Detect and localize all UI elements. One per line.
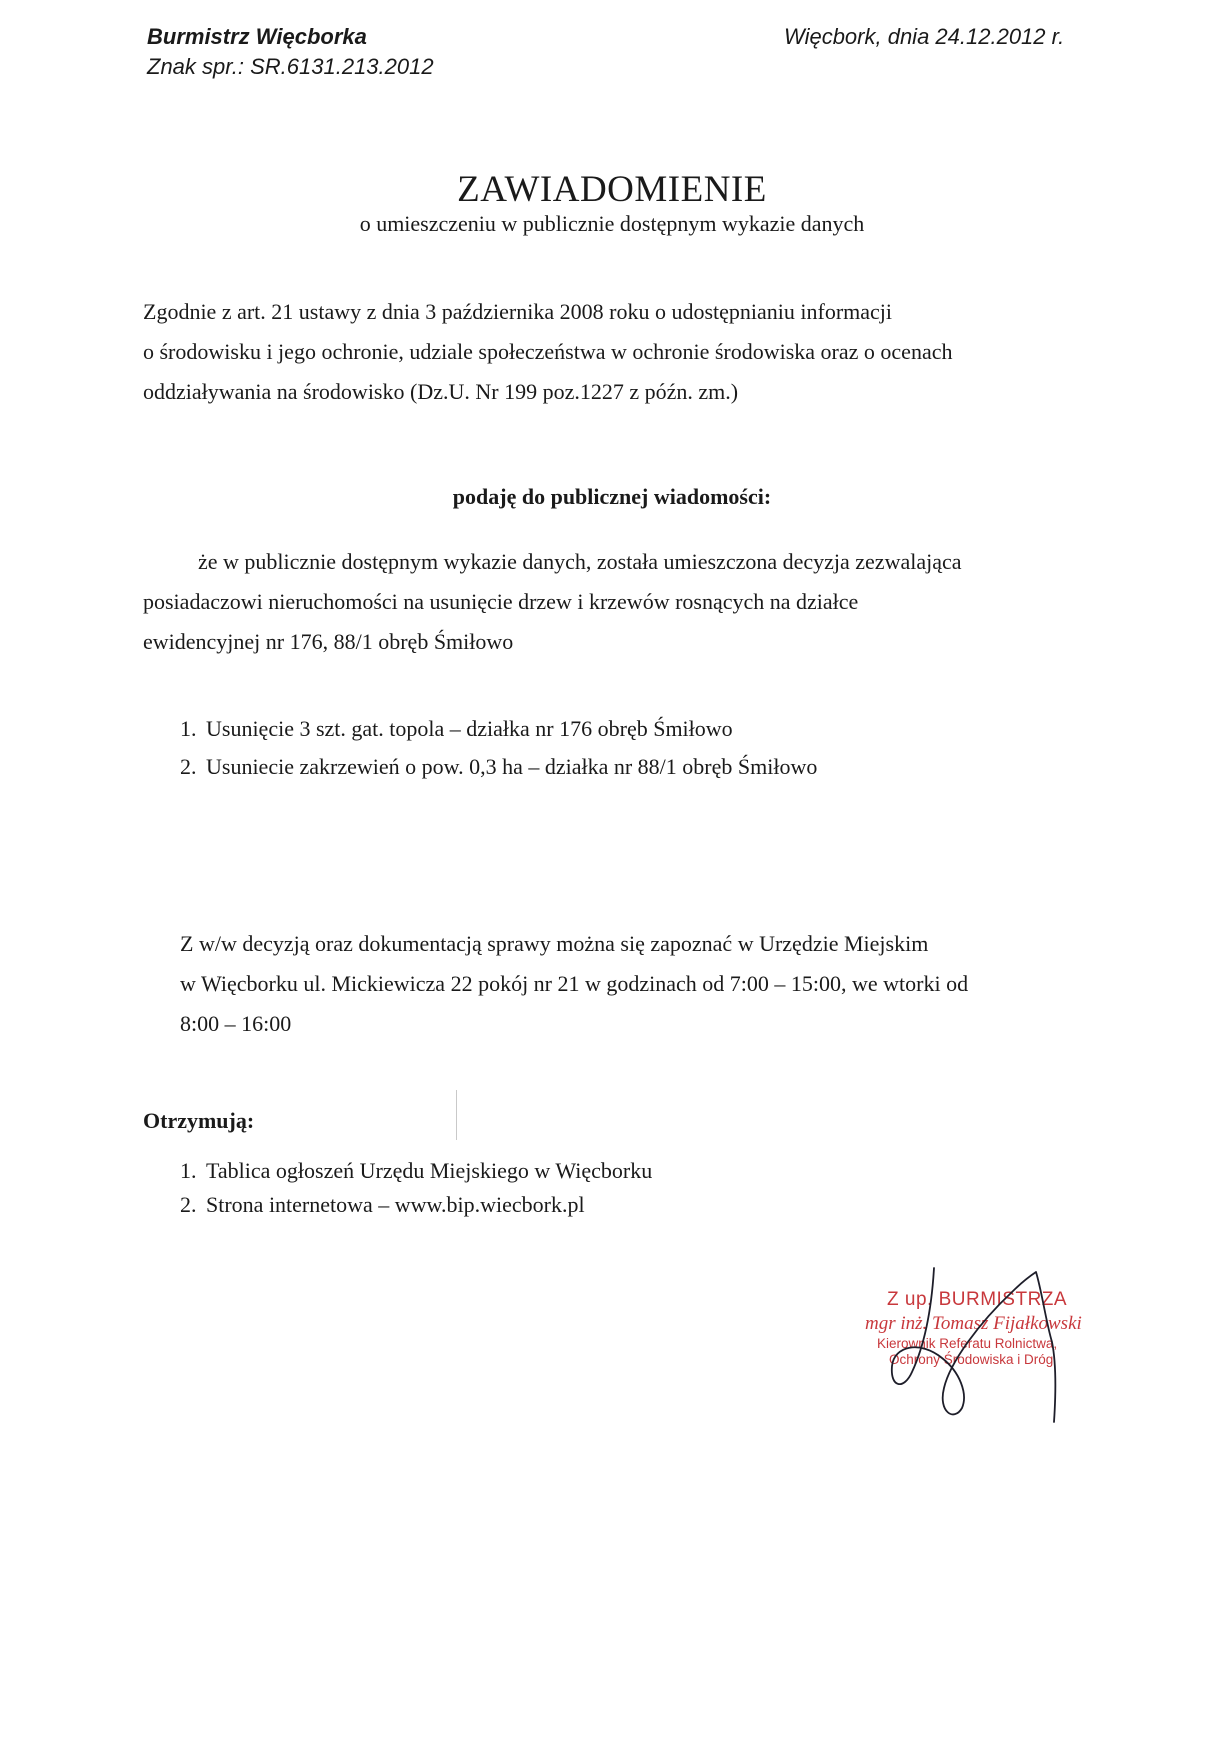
document-title: ZAWIADOMIENIE [457, 169, 767, 210]
handwritten-signature-icon [850, 1262, 1100, 1432]
removal-items-list [180, 710, 817, 786]
item-number: 1. [180, 1158, 197, 1183]
document-header-left [147, 22, 434, 82]
item-text: Usuniecie zakrzewień o pow. 0,3 ha – działka nr 88/1 obręb Śmiłowo [206, 754, 818, 779]
scan-artifact-line [456, 1090, 457, 1140]
paragraph-line: ewidencyjnej nr 176, 88/1 obręb Śmiłowo [143, 629, 514, 654]
list-item [180, 1188, 652, 1222]
stamp-authorization: Z up. BURMISTRZA [887, 1289, 1068, 1310]
case-reference: Znak spr.: SR.6131.213.2012 [147, 54, 434, 79]
list-item [180, 1154, 652, 1188]
paragraph-line: posiadaczowi nieruchomości na usunięcie drzew i krzewów rosnących na działce [143, 589, 859, 614]
paragraph-line: w Więcborku ul. Mickiewicza 22 pokój nr 21 w godzinach od 7:00 – 15:00, we wtorki od [180, 971, 969, 996]
list-item [180, 710, 817, 748]
issuing-authority: Burmistrz Więcborka [147, 24, 367, 49]
decision-paragraph [143, 542, 1095, 662]
item-number: 2. [180, 1192, 197, 1217]
paragraph-line: Z w/w decyzją oraz dokumentacją sprawy można się zapoznać w Urzędzie Miejskim [180, 931, 929, 956]
stamp-signatory-name: mgr inż. Tomasz Fijałkowski [865, 1313, 1082, 1334]
paragraph-line: oddziaływania na środowisko (Dz.U. Nr 199 poz.1227 z późn. zm.) [143, 379, 739, 404]
recipients-label: Otrzymują: [143, 1108, 255, 1133]
paragraph-line: 8:00 – 16:00 [180, 1011, 292, 1036]
access-info-paragraph [180, 924, 1095, 1044]
stamp-position-line1: Kierownik Referatu Rolnictwa, [877, 1336, 1058, 1351]
paragraph-line: Zgodnie z art. 21 ustawy z dnia 3 października 2008 roku o udostępnianiu informacji [143, 299, 893, 324]
stamp-position-line2: Ochrony Środowiska i Dróg [889, 1352, 1054, 1367]
list-item [180, 748, 817, 786]
recipients-list [180, 1154, 652, 1222]
legal-basis-paragraph [143, 292, 1095, 412]
item-number: 2. [180, 754, 197, 779]
paragraph-line: o środowisku i jego ochronie, udziale społeczeństwa w ochronie środowiska oraz o ocenach [143, 339, 953, 364]
announcement-heading: podaję do publicznej wiadomości: [452, 484, 772, 509]
item-text: Tablica ogłoszeń Urzędu Miejskiego w Więcborku [206, 1158, 653, 1183]
paragraph-line: że w publicznie dostępnym wykazie danych, została umieszczona decyzja zezwalająca [198, 549, 962, 574]
item-text: Usunięcie 3 szt. gat. topola – działka nr 176 obręb Śmiłowo [206, 716, 733, 741]
item-number: 1. [180, 716, 197, 741]
document-subtitle: o umieszczeniu w publicznie dostępnym wykazie danych [359, 211, 865, 236]
place-and-date: Więcbork, dnia 24.12.2012 r. [784, 24, 1065, 49]
item-text: Strona internetowa – www.bip.wiecbork.pl [206, 1192, 585, 1217]
